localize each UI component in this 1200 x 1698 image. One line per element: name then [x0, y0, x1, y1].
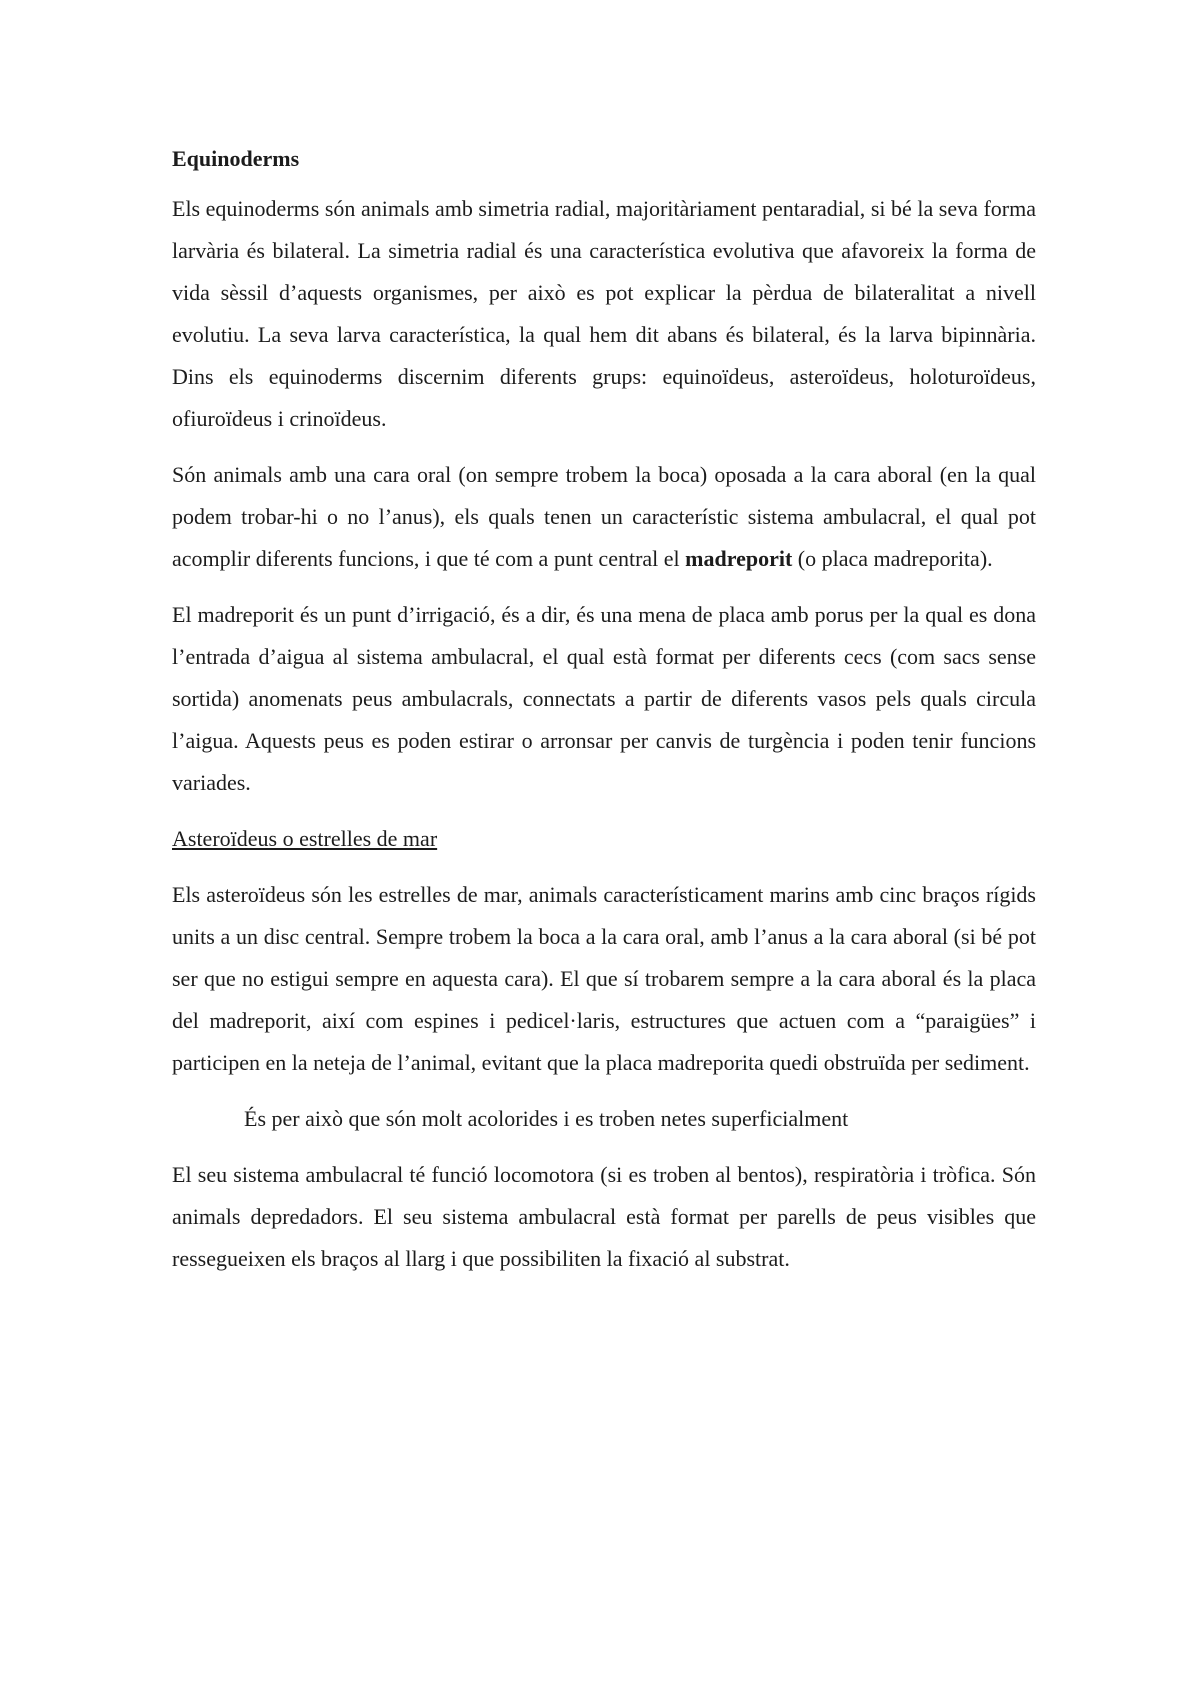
- paragraph-oral-aboral-text-end: (o placa madreporita).: [792, 546, 993, 571]
- paragraph-ambulacral-system: El seu sistema ambulacral té funció locomotora (si es troben al bentos), respiratòria i tròfica. Són animals depredadors. El seu sistema ambulacral està format per parells de peus visibles que ressegueixen els braços al llarg i que possibiliten la fixació al substrat.: [172, 1162, 1036, 1271]
- indented-note: És per això que són molt acolorides i es troben netes superficialment: [244, 1106, 849, 1131]
- section-heading-asteroideus: Asteroïdeus o estrelles de mar: [172, 826, 438, 851]
- paragraph-oral-aboral-text-start: Són animals amb una cara oral (on sempre trobem la boca) oposada a la cara aboral (en la qual podem trobar-hi o no l’anus), els quals tenen un característic sistema ambulacral, el qual pot acomplir diferents funcions, i que té com a punt central el: [172, 462, 1036, 571]
- paragraph-oral-aboral: [172, 454, 1036, 580]
- madreporit-term: madreporit: [685, 546, 793, 571]
- paragraph-madreporit: El madreporit és un punt d’irrigació, és a dir, és una mena de placa amb porus per la qual es dona l’entrada d’aigua al sistema ambulacral, el qual està format per diferents cecs (com sacs sense sortida) anomenats peus ambulacrals, connectats a partir de diferents vasos pels quals circula l’aigua. Aquests peus es poden estirar o arronsar per canvis de turgència i poden tenir funcions variades.: [172, 602, 1036, 795]
- paragraph-intro: Els equinoderms són animals amb simetria radial, majoritàriament pentaradial, si bé la seva forma larvària és bilateral. La simetria radial és una característica evolutiva que afavoreix la forma de vida sèssil d’aquests organismes, per això es pot explicar la pèrdua de bilateralitat a nivell evolutiu. La seva larva característica, la qual hem dit abans és bilateral, és la larva bipinnària. Dins els equinoderms discernim diferents grups: equinoïdeus, asteroïdeus, holoturoïdeus, ofiuroïdeus i crinoïdeus.: [172, 196, 1036, 431]
- document-title: Equinoderms: [172, 146, 300, 171]
- paragraph-asteroideus: Els asteroïdeus són les estrelles de mar, animals característicament marins amb cinc braços rígids units a un disc central. Sempre trobem la boca a la cara oral, amb l’anus a la cara aboral (si bé pot ser que no estigui sempre en aquesta cara). El que sí trobarem sempre a la cara aboral és la placa del madreporit, així com espines i pedicel·laris, estructures que actuen com a “paraigües” i participen en la neteja de l’animal, evitant que la placa madreporita quedi obstruïda per sediment.: [172, 882, 1036, 1075]
- document-page: [172, 138, 1036, 1294]
